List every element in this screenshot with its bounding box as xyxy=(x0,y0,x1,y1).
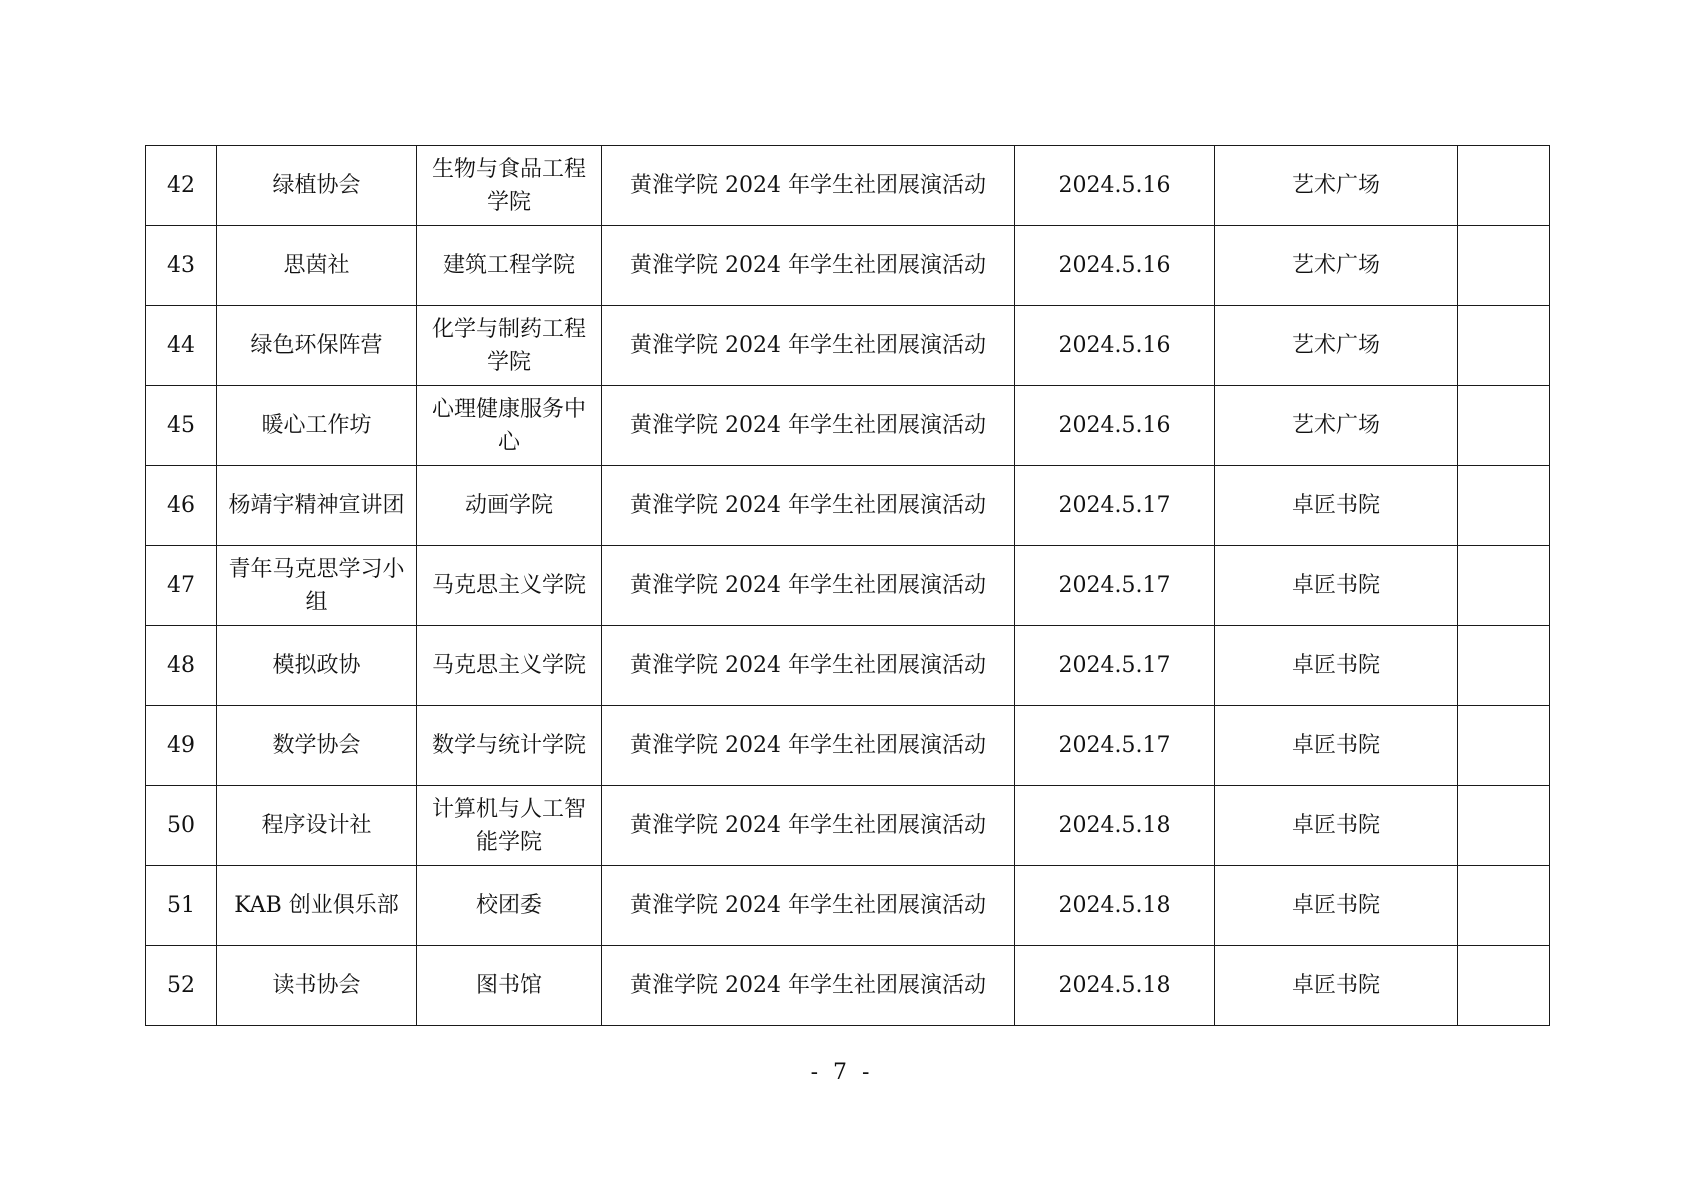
table-row xyxy=(146,866,1550,946)
cell-venue: 卓匠书院 xyxy=(1215,946,1458,1026)
cell-note xyxy=(1458,146,1550,226)
table-row xyxy=(146,226,1550,306)
cell-venue: 艺术广场 xyxy=(1215,386,1458,466)
cell-venue: 艺术广场 xyxy=(1215,306,1458,386)
cell-date: 2024.5.16 xyxy=(1015,146,1215,226)
cell-date: 2024.5.16 xyxy=(1015,386,1215,466)
cell-number: 47 xyxy=(146,546,217,626)
cell-date: 2024.5.16 xyxy=(1015,306,1215,386)
cell-club-name: 思茵社 xyxy=(217,226,417,306)
cell-venue: 卓匠书院 xyxy=(1215,626,1458,706)
cell-note xyxy=(1458,226,1550,306)
table-row xyxy=(146,706,1550,786)
cell-club-name: 数学协会 xyxy=(217,706,417,786)
cell-note xyxy=(1458,786,1550,866)
table-row xyxy=(146,546,1550,626)
cell-venue: 艺术广场 xyxy=(1215,226,1458,306)
cell-event-name: 黄淮学院 2024 年学生社团展演活动 xyxy=(602,306,1015,386)
cell-event-name: 黄淮学院 2024 年学生社团展演活动 xyxy=(602,946,1015,1026)
cell-number: 52 xyxy=(146,946,217,1026)
cell-date: 2024.5.17 xyxy=(1015,706,1215,786)
cell-note xyxy=(1458,466,1550,546)
cell-note xyxy=(1458,866,1550,946)
cell-club-name: 杨靖宇精神宣讲团 xyxy=(217,466,417,546)
cell-event-name: 黄淮学院 2024 年学生社团展演活动 xyxy=(602,146,1015,226)
table-row xyxy=(146,786,1550,866)
cell-date: 2024.5.18 xyxy=(1015,946,1215,1026)
cell-date: 2024.5.18 xyxy=(1015,866,1215,946)
cell-number: 42 xyxy=(146,146,217,226)
table-row xyxy=(146,306,1550,386)
page-number: - 7 - xyxy=(810,1060,874,1085)
cell-host-unit: 心理健康服务中心 xyxy=(417,386,602,466)
cell-number: 48 xyxy=(146,626,217,706)
table-row xyxy=(146,466,1550,546)
cell-host-unit: 马克思主义学院 xyxy=(417,546,602,626)
table-row xyxy=(146,626,1550,706)
table-row xyxy=(146,146,1550,226)
cell-note xyxy=(1458,546,1550,626)
cell-club-name: KAB 创业俱乐部 xyxy=(217,866,417,946)
cell-note xyxy=(1458,706,1550,786)
cell-event-name: 黄淮学院 2024 年学生社团展演活动 xyxy=(602,386,1015,466)
cell-host-unit: 马克思主义学院 xyxy=(417,626,602,706)
cell-host-unit: 化学与制药工程学院 xyxy=(417,306,602,386)
cell-host-unit: 计算机与人工智能学院 xyxy=(417,786,602,866)
cell-club-name: 绿色环保阵营 xyxy=(217,306,417,386)
cell-note xyxy=(1458,306,1550,386)
cell-number: 45 xyxy=(146,386,217,466)
cell-note xyxy=(1458,386,1550,466)
cell-date: 2024.5.17 xyxy=(1015,546,1215,626)
cell-club-name: 程序设计社 xyxy=(217,786,417,866)
cell-host-unit: 校团委 xyxy=(417,866,602,946)
cell-date: 2024.5.16 xyxy=(1015,226,1215,306)
cell-host-unit: 动画学院 xyxy=(417,466,602,546)
cell-number: 51 xyxy=(146,866,217,946)
cell-venue: 卓匠书院 xyxy=(1215,866,1458,946)
cell-number: 46 xyxy=(146,466,217,546)
table-row xyxy=(146,386,1550,466)
cell-event-name: 黄淮学院 2024 年学生社团展演活动 xyxy=(602,626,1015,706)
cell-date: 2024.5.18 xyxy=(1015,786,1215,866)
cell-venue: 卓匠书院 xyxy=(1215,706,1458,786)
cell-host-unit: 建筑工程学院 xyxy=(417,226,602,306)
cell-club-name: 青年马克思学习小组 xyxy=(217,546,417,626)
cell-club-name: 暖心工作坊 xyxy=(217,386,417,466)
cell-date: 2024.5.17 xyxy=(1015,626,1215,706)
club-activity-table xyxy=(145,145,1550,1026)
cell-venue: 卓匠书院 xyxy=(1215,466,1458,546)
cell-club-name: 模拟政协 xyxy=(217,626,417,706)
cell-number: 50 xyxy=(146,786,217,866)
cell-note xyxy=(1458,626,1550,706)
cell-host-unit: 图书馆 xyxy=(417,946,602,1026)
cell-venue: 艺术广场 xyxy=(1215,146,1458,226)
cell-event-name: 黄淮学院 2024 年学生社团展演活动 xyxy=(602,546,1015,626)
cell-event-name: 黄淮学院 2024 年学生社团展演活动 xyxy=(602,226,1015,306)
cell-host-unit: 生物与食品工程学院 xyxy=(417,146,602,226)
cell-venue: 卓匠书院 xyxy=(1215,786,1458,866)
cell-event-name: 黄淮学院 2024 年学生社团展演活动 xyxy=(602,466,1015,546)
cell-number: 44 xyxy=(146,306,217,386)
cell-note xyxy=(1458,946,1550,1026)
table-body xyxy=(146,146,1550,1026)
cell-host-unit: 数学与统计学院 xyxy=(417,706,602,786)
cell-number: 43 xyxy=(146,226,217,306)
cell-event-name: 黄淮学院 2024 年学生社团展演活动 xyxy=(602,866,1015,946)
cell-date: 2024.5.17 xyxy=(1015,466,1215,546)
cell-number: 49 xyxy=(146,706,217,786)
cell-club-name: 读书协会 xyxy=(217,946,417,1026)
cell-venue: 卓匠书院 xyxy=(1215,546,1458,626)
cell-event-name: 黄淮学院 2024 年学生社团展演活动 xyxy=(602,786,1015,866)
table-row xyxy=(146,946,1550,1026)
cell-event-name: 黄淮学院 2024 年学生社团展演活动 xyxy=(602,706,1015,786)
cell-club-name: 绿植协会 xyxy=(217,146,417,226)
